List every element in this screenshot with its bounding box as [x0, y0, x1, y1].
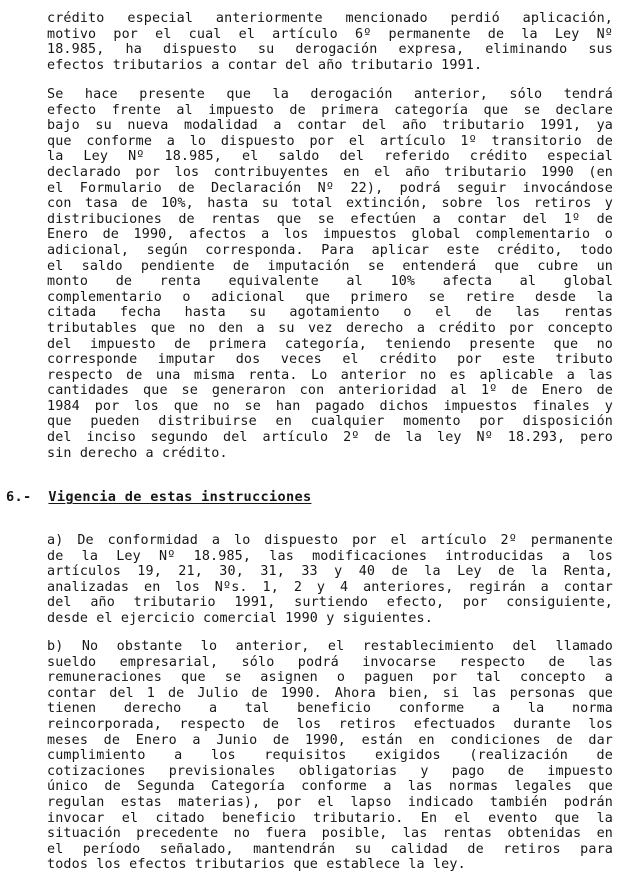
text-line: del inciso segundo del artículo 2º de la ley Nº 18.293, pero — [47, 430, 613, 446]
text-line: desde el ejercicio comercial 1990 y siguientes. — [47, 610, 433, 626]
text-line: el saldo pendiente de imputación se entenderá que cubre un — [47, 258, 613, 274]
text-line: la Ley Nº 18.985, el saldo del referido crédito especial — [47, 149, 613, 165]
text-line: tienen derecho a tal beneficio conforme a la norma — [47, 701, 613, 717]
text-line: artículos 19, 21, 30, 31, 33 y 40 de la Ley de la Renta, — [47, 564, 613, 580]
text-line: cotizaciones previsionales obligatorias y pago de impuesto — [47, 763, 613, 779]
text-line: crédito especial anteriormente mencionado perdió aplicación, — [47, 11, 613, 26]
text-line: respecto de una misma renta. Lo anterior no es aplicable a las — [47, 367, 613, 383]
text-line: situación precedente no fuera posible, las rentas obtenidas en — [47, 826, 613, 842]
text-line: citada fecha hasta su agotamiento o el de las rentas — [47, 305, 613, 321]
text-line: invocar el citado beneficio tributario. En el evento que la — [47, 810, 613, 826]
text-line: cumplimiento a los requisitos exigidos (realización de — [47, 748, 613, 764]
paragraph-a-conformidad — [47, 533, 613, 627]
section-number: 6.- — [6, 489, 32, 505]
text-line: regulan estas materias), por el lapso indicado también podrán — [47, 794, 613, 810]
text-line: corresponde imputar dos veces el crédito por este tributo — [47, 352, 613, 368]
text-line: de la Ley Nº 18.985, las modificaciones introducidas a los — [47, 548, 613, 564]
text-line: que pueden distribuirse en cualquier momento por disposición — [47, 414, 613, 430]
section-title: Vigencia de estas instrucciones — [48, 489, 312, 505]
text-line: analizadas en los Nºs. 1, 2 y 4 anteriores, regirán a contar — [47, 579, 613, 595]
text-line: con tasa de 10%, hasta su total extinción, sobre los retiros y — [47, 196, 613, 212]
text-line: tributables que no den a su vez derecho a crédito por concepto — [47, 320, 613, 336]
text-line: monto de renta equivalente al 10% afecta al global — [47, 274, 613, 290]
text-line: único de Segunda Categoría conforme a las normas legales que — [47, 779, 613, 795]
text-line: Se hace presente que la derogación anterior, sólo tendrá — [47, 87, 613, 102]
text-line: a) De conformidad a lo dispuesto por el artículo 2º permanente — [47, 533, 613, 548]
text-line: reincorporada, respecto de los retiros efectuados durante los — [47, 716, 613, 732]
text-line: sueldo empresarial, sólo podrá invocarse respecto de las — [47, 654, 613, 670]
text-line: del año tributario 1991, surtiendo efecto, por consiguiente, — [47, 595, 613, 611]
text-line: complementario o adicional que primero se retire desde la — [47, 289, 613, 305]
section-heading — [6, 489, 311, 505]
text-line: el período señalado, mantendrán su calidad de retiros para — [47, 841, 613, 857]
text-line: motivo por el cual el artículo 6º permanente de la Ley Nº — [47, 26, 613, 42]
paragraph-b-no-obstante — [47, 639, 613, 873]
paragraph-credito-especial — [47, 11, 613, 73]
text-line: el Formulario de Declaración Nº 22), podrá seguir invocándose — [47, 180, 613, 196]
text-line: efecto frente al impuesto de primera categoría que se declare — [47, 102, 613, 118]
text-line: remuneraciones que se asignen o paguen por tal concepto a — [47, 670, 613, 686]
text-line: todos los efectos tributarios que establece la ley. — [47, 857, 466, 873]
text-line: adicional, según corresponda. Para aplicar este crédito, todo — [47, 242, 613, 258]
text-line: sin derecho a crédito. — [47, 445, 228, 461]
text-line: meses de Enero a Junio de 1990, están en condiciones de dar — [47, 732, 613, 748]
text-line: efectos tributarios a contar del año tributario 1991. — [47, 57, 483, 73]
text-line: que conforme a lo dispuesto por el artículo 1º transitorio de — [47, 133, 613, 149]
text-line: del impuesto de primera categoría, teniendo presente que no — [47, 336, 613, 352]
text-line: cantidades que se generaron con anterioridad al 1º de Enero de — [47, 383, 613, 399]
text-line: 1984 por los que no se han pagado dichos impuestos finales y — [47, 398, 613, 414]
text-line: 18.985, ha dispuesto su derogación expresa, eliminando sus — [47, 42, 613, 58]
text-line: Enero de 1990, afectos a los impuestos global complementario o — [47, 227, 613, 243]
text-line: bajo su nueva modalidad a contar del año tributario 1991, ya — [47, 118, 613, 134]
text-line: contar del 1 de Julio de 1990. Ahora bien, si las personas que — [47, 685, 613, 701]
paragraph-derogacion-anterior — [47, 87, 613, 461]
text-line: b) No obstante lo anterior, el restablecimiento del llamado — [47, 639, 613, 654]
text-line: declarado por los contribuyentes en el año tributario 1990 (en — [47, 164, 613, 180]
text-line: distribuciones de rentas que se efectúen a contar del 1º de — [47, 211, 613, 227]
